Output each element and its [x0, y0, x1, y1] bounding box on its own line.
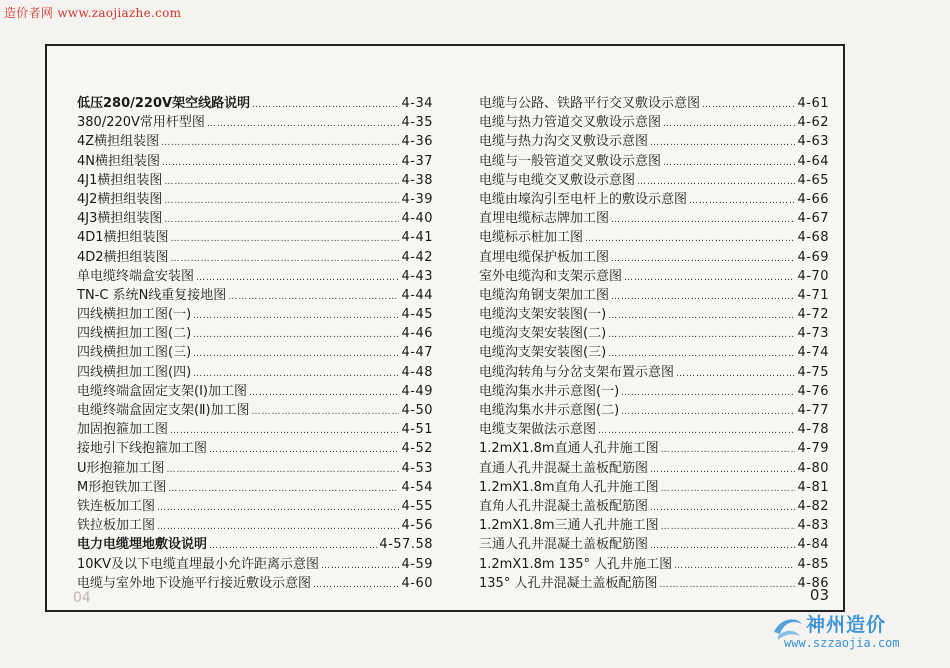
- toc-entry-page: 4-46: [401, 326, 433, 342]
- toc-entry-title: 135° 人孔井混凝土盖板配筋图: [479, 575, 658, 591]
- toc-entry-page: 4-57.58: [379, 537, 433, 553]
- toc-entry: [77, 533, 433, 552]
- toc-entry-page: 4-52: [401, 441, 433, 457]
- dot-leader: [650, 503, 795, 513]
- toc-entry-page: 4-76: [797, 383, 829, 399]
- toc-entry-title: 1.2mX1.8m直通人孔井施工图: [479, 441, 659, 457]
- toc-entry-title: 接地引下线抱箍加工图: [77, 441, 208, 457]
- dot-leader: [608, 330, 795, 340]
- dot-leader: [661, 445, 796, 455]
- toc-entry-title: 1.2mX1.8m 135° 人孔井施工图: [479, 556, 673, 572]
- toc-entry: [77, 322, 433, 341]
- toc-entry-title: U形抱箍加工图: [77, 460, 165, 476]
- dot-leader: [650, 138, 795, 148]
- logo-name: 神州造价: [806, 614, 887, 636]
- toc-entry-page: 4-42: [401, 249, 433, 265]
- toc-entry-page: 4-40: [401, 211, 433, 227]
- toc-entry-page: 4-44: [401, 287, 433, 303]
- dot-leader: [608, 311, 795, 321]
- toc-entry: [479, 341, 829, 360]
- toc-entry: [77, 476, 433, 495]
- dot-leader: [209, 541, 377, 551]
- toc-entry-title: 电缆标示桩加工图: [479, 230, 584, 246]
- toc-entry-page: 4-63: [797, 134, 829, 150]
- dot-leader: [207, 119, 400, 129]
- toc-entry-page: 4-73: [797, 326, 829, 342]
- dot-leader: [674, 561, 795, 571]
- toc-entry: [77, 92, 433, 111]
- toc-entry: [479, 457, 829, 476]
- dot-leader: [676, 369, 795, 379]
- toc-entry: [77, 457, 433, 476]
- toc-entry-page: 4-80: [797, 460, 829, 476]
- dot-leader: [168, 484, 399, 494]
- toc-entry-title: 室外电缆沟和支架示意图: [479, 268, 623, 284]
- toc-entry-title: 四线横担加工图(二): [77, 326, 192, 342]
- toc-entry-page: 4-71: [797, 287, 829, 303]
- toc-right-column: [479, 92, 829, 591]
- dot-leader: [608, 349, 795, 359]
- toc-entry-title: 电缆沟支架安装图(三): [479, 345, 607, 361]
- toc-entry: [77, 150, 433, 169]
- toc-entry-title: 电缆沟支架安装图(二): [479, 326, 607, 342]
- toc-entry-title: 10KV及以下电缆直埋最小允许距离示意图: [77, 556, 319, 572]
- dot-leader: [611, 215, 795, 225]
- toc-entry: [77, 341, 433, 360]
- toc-entry-title: 电缆与热力沟交叉敷设示意图: [479, 134, 649, 150]
- dot-leader: [252, 407, 400, 417]
- dot-leader: [164, 196, 399, 206]
- dot-leader: [702, 100, 795, 110]
- toc-entry-page: 4-78: [797, 422, 829, 438]
- toc-entry: [77, 437, 433, 456]
- toc-entry: [77, 111, 433, 130]
- toc-entry-title: 电缆与电缆交叉敷设示意图: [479, 172, 636, 188]
- toc-entry-title: 电缆沟转角与分岔支架布置示意图: [479, 364, 675, 380]
- toc-entry-title: 电缆沟支架安装图(一): [479, 307, 607, 323]
- dot-leader: [661, 522, 796, 532]
- toc-entry-page: 4-86: [797, 575, 829, 591]
- toc-entry-title: 加固抱箍加工图: [77, 422, 169, 438]
- dot-leader: [621, 388, 795, 398]
- dot-leader: [167, 465, 400, 475]
- dot-leader: [161, 138, 399, 148]
- toc-entry-page: 4-61: [797, 96, 829, 111]
- toc-entry: [479, 495, 829, 514]
- toc-entry-page: 4-64: [797, 153, 829, 169]
- toc-entry: [77, 130, 433, 149]
- toc-entry: [77, 361, 433, 380]
- toc-entry-title: 四线横担加工图(四): [77, 364, 192, 380]
- toc-entry-page: 4-34: [401, 96, 433, 111]
- dot-leader: [585, 234, 795, 244]
- toc-entry-page: 4-47: [401, 345, 433, 361]
- toc-entry: [479, 476, 829, 495]
- toc-entry: [479, 188, 829, 207]
- toc-entry-title: M形抱铁加工图: [77, 479, 167, 495]
- toc-entry: [479, 207, 829, 226]
- toc-entry-title: 四线横担加工图(一): [77, 307, 192, 323]
- toc-entry: [479, 361, 829, 380]
- toc-entry-title: 380/220V常用杆型图: [77, 115, 205, 131]
- toc-entry-page: 4-53: [401, 460, 433, 476]
- toc-entry-page: 4-43: [401, 268, 433, 284]
- toc-entry-page: 4-67: [797, 211, 829, 227]
- dot-leader: [157, 503, 399, 513]
- dot-leader: [313, 580, 399, 590]
- toc-entry-page: 4-38: [401, 172, 433, 188]
- toc-entry: [479, 572, 829, 591]
- toc-entry-title: 电缆沟角钢支架加工图: [479, 287, 610, 303]
- toc-entry-page: 4-37: [401, 153, 433, 169]
- toc-entry: [77, 207, 433, 226]
- toc-entry: [77, 169, 433, 188]
- toc-entry-title: 电缆由壕沟引至电杆上的敷设示意图: [479, 191, 688, 207]
- toc-entry-title: 4Z横担组装图: [77, 134, 160, 150]
- dot-leader: [321, 561, 400, 571]
- dot-leader: [663, 119, 795, 129]
- toc-entry: [77, 380, 433, 399]
- toc-entry-title: 直角人孔井混凝土盖板配筋图: [479, 498, 649, 514]
- toc-entry-page: 4-54: [401, 479, 433, 495]
- dot-leader: [624, 273, 795, 283]
- dot-leader: [611, 292, 795, 302]
- dot-leader: [170, 426, 399, 436]
- dot-leader: [209, 445, 399, 455]
- toc-entry-page: 4-82: [797, 498, 829, 514]
- site-logo: [770, 608, 920, 654]
- dot-leader: [249, 388, 400, 398]
- toc-entry: [77, 572, 433, 591]
- toc-entry: [479, 380, 829, 399]
- dot-leader: [661, 484, 796, 494]
- dot-leader: [171, 254, 400, 264]
- toc-entry-title: 四线横担加工图(三): [77, 345, 192, 361]
- toc-entry-page: 4-66: [797, 191, 829, 207]
- toc-entry-title: 4D1横担组装图: [77, 230, 169, 246]
- toc-entry-page: 4-50: [401, 403, 433, 418]
- dot-leader: [689, 196, 795, 206]
- toc-entry-title: 铁连板加工图: [77, 498, 156, 514]
- toc-entry-title: 直埋电缆保护板加工图: [479, 249, 610, 265]
- toc-entry-title: 三通人孔井混凝土盖板配筋图: [479, 537, 649, 553]
- toc-entry-title: 电缆沟集水井示意图(一): [479, 383, 620, 399]
- toc-entry: [77, 188, 433, 207]
- toc-entry-page: 4-83: [797, 518, 829, 534]
- toc-entry-title: 1.2mX1.8m直角人孔井施工图: [479, 479, 659, 495]
- dot-leader: [171, 234, 400, 244]
- toc-entry: [77, 303, 433, 322]
- toc-entry: [77, 226, 433, 245]
- toc-entry: [77, 399, 433, 418]
- dot-leader: [663, 158, 795, 168]
- toc-entry-title: 电缆与公路、铁路平行交叉敷设示意图: [479, 96, 701, 111]
- toc-entry: [479, 169, 829, 188]
- toc-entry: [77, 418, 433, 437]
- toc-entry-title: 电缆终端盒固定支架(Ⅱ)加工图: [77, 403, 250, 418]
- toc-entry-page: 4-36: [401, 134, 433, 150]
- dot-leader: [621, 407, 795, 417]
- toc-entry: [479, 265, 829, 284]
- toc-entry-page: 4-81: [797, 479, 829, 495]
- toc-entry-page: 4-65: [797, 172, 829, 188]
- dot-leader: [598, 426, 795, 436]
- toc-entry-title: 直通人孔井混凝土盖板配筋图: [479, 460, 649, 476]
- dot-leader: [157, 522, 399, 532]
- toc-entry: [479, 514, 829, 533]
- toc-entry-page: 4-75: [797, 364, 829, 380]
- toc-entry: [479, 533, 829, 552]
- toc-entry: [479, 92, 829, 111]
- dot-leader: [637, 177, 795, 187]
- toc-entry-title: 电缆支架做法示意图: [479, 422, 597, 438]
- logo-url: www.szzaojia.com: [784, 636, 900, 650]
- toc-entry: [77, 265, 433, 284]
- toc-entry-title: 4D2横担组装图: [77, 249, 169, 265]
- toc-entry-page: 4-45: [401, 307, 433, 323]
- toc-entry: [479, 418, 829, 437]
- watermark-text: 造价者网 www.zaojiazhe.com: [4, 6, 182, 20]
- toc-entry-page: 4-59: [401, 556, 433, 572]
- toc-entry-page: 4-69: [797, 249, 829, 265]
- toc-entry-title: 4J3横担组装图: [77, 211, 163, 227]
- toc-entry-page: 4-56: [401, 518, 433, 534]
- toc-entry: [479, 553, 829, 572]
- toc-entry-page: 4-70: [797, 268, 829, 284]
- toc-left-column: [77, 92, 433, 591]
- toc-entry-page: 4-77: [797, 403, 829, 418]
- faded-page-number: 04: [73, 590, 91, 606]
- toc-entry-page: 4-39: [401, 191, 433, 207]
- dot-leader: [164, 215, 399, 225]
- toc-entry: [77, 284, 433, 303]
- toc-frame: [45, 44, 845, 612]
- toc-entry-page: 4-84: [797, 537, 829, 553]
- dot-leader: [162, 158, 399, 168]
- dot-leader: [228, 292, 399, 302]
- toc-entry-title: 电缆终端盒固定支架(Ⅰ)加工图: [77, 383, 247, 399]
- toc-entry: [479, 246, 829, 265]
- dot-leader: [659, 580, 795, 590]
- toc-entry: [479, 226, 829, 245]
- toc-entry-page: 4-60: [401, 575, 433, 591]
- toc-entry-page: 4-68: [797, 230, 829, 246]
- toc-entry-title: 铁拉板加工图: [77, 518, 156, 534]
- toc-entry-title: 电缆与热力管道交叉敷设示意图: [479, 115, 662, 131]
- toc-entry-title: 低压280/220V架空线路说明: [77, 96, 251, 111]
- dot-leader: [611, 254, 795, 264]
- toc-entry-page: 4-72: [797, 307, 829, 323]
- dot-leader: [252, 100, 399, 110]
- toc-entry-page: 4-79: [797, 441, 829, 457]
- toc-entry-title: 1.2mX1.8m三通人孔井施工图: [479, 518, 659, 534]
- dot-leader: [650, 541, 795, 551]
- dot-leader: [650, 465, 795, 475]
- toc-entry: [77, 553, 433, 572]
- toc-entry-title: 直埋电缆标志牌加工图: [479, 211, 610, 227]
- toc-entry-page: 4-41: [401, 230, 433, 246]
- toc-entry-page: 4-49: [401, 383, 433, 399]
- toc-entry: [479, 399, 829, 418]
- toc-entry-page: 4-62: [797, 115, 829, 131]
- toc-entry-page: 4-74: [797, 345, 829, 361]
- toc-entry-title: 电缆与室外地下设施平行接近敷设示意图: [77, 575, 312, 591]
- dot-leader: [164, 177, 399, 187]
- dot-leader: [193, 311, 399, 321]
- toc-entry-title: 4N横担组装图: [77, 153, 160, 169]
- toc-entry: [479, 150, 829, 169]
- toc-entry: [479, 111, 829, 130]
- toc-entry: [479, 437, 829, 456]
- toc-entry-title: 单电缆终端盒安装图: [77, 268, 195, 284]
- toc-entry-title: 电缆沟集水井示意图(二): [479, 403, 620, 418]
- toc-entry-title: 电力电缆埋地敷设说明: [77, 537, 208, 553]
- dot-leader: [196, 273, 399, 283]
- toc-entry: [77, 514, 433, 533]
- toc-entry-page: 4-51: [401, 422, 433, 438]
- toc-entry: [77, 495, 433, 514]
- dot-leader: [193, 330, 399, 340]
- toc-entry-title: 电缆与一般管道交叉敷设示意图: [479, 153, 662, 169]
- toc-entry-title: TN-C 系统N线重复接地图: [77, 287, 227, 303]
- toc-entry-page: 4-35: [401, 115, 433, 131]
- page-number: 03: [809, 586, 829, 604]
- dot-leader: [193, 369, 399, 379]
- toc-entry-title: 4J1横担组装图: [77, 172, 163, 188]
- toc-entry: [479, 130, 829, 149]
- toc-entry-page: 4-85: [797, 556, 829, 572]
- toc-entry: [479, 322, 829, 341]
- toc-entry-page: 4-48: [401, 364, 433, 380]
- toc-entry: [479, 284, 829, 303]
- toc-entry-title: 4J2横担组装图: [77, 191, 163, 207]
- dot-leader: [193, 349, 399, 359]
- toc-entry-page: 4-55: [401, 498, 433, 514]
- toc-entry: [479, 303, 829, 322]
- toc-entry: [77, 246, 433, 265]
